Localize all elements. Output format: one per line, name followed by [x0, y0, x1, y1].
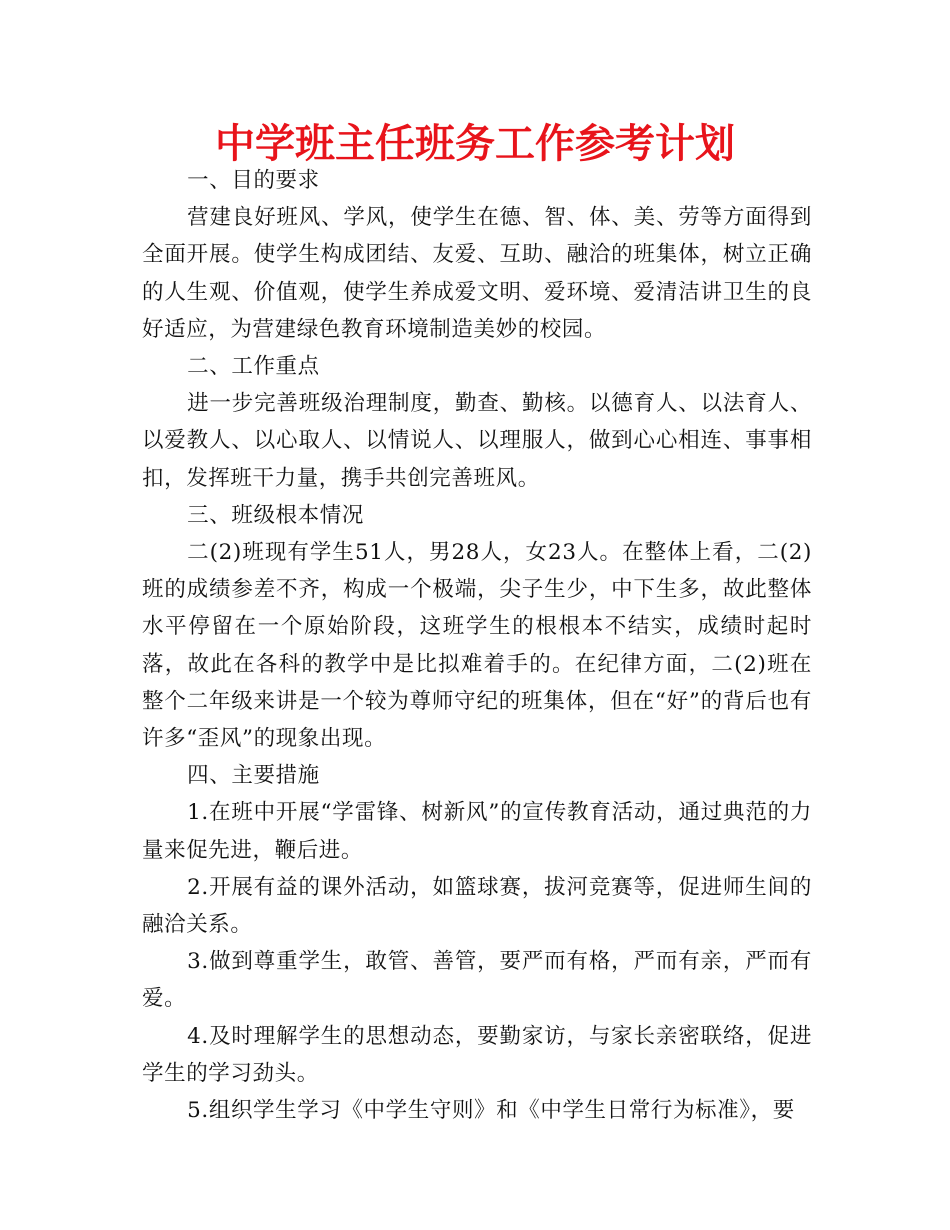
document-title: 中学班主任班务工作参考计划	[215, 121, 735, 167]
paragraph-focus: 进一步完善班级治理制度，勤查、勤核。以德育人、以法育人、以爱教人、以心取人、以情说人、以理服人，做到心心相连、事事相扣，发挥班干力量，携手共创完善班风。	[142, 391, 812, 491]
measure-item-4: 4.及时理解学生的思想动态，要勤家访，与家长亲密联络，促进学生的学习劲头。	[142, 1023, 812, 1086]
section-heading-goals: 一、目的要求	[187, 168, 320, 193]
measure-item-1: 1.在班中开展“学雷锋、树新风”的宣传教育活动，通过典范的力量来促先进，鞭后进。	[142, 800, 812, 863]
section-heading-class-situation: 三、班级根本情况	[187, 502, 364, 528]
section-heading-measures: 四、主要措施	[187, 763, 320, 789]
measure-item-3: 3.做到尊重学生，敢管、善管，要严而有格，严而有亲，严而有爱。	[142, 949, 812, 1012]
paragraph-goals: 营建良好班风、学风，使学生在德、智、体、美、劳等方面得到全面开展。使学生构成团结、友爱、互助、融洽的班集体，树立正确的人生观、价值观，使学生养成爱文明、爱环境、爱清洁讲卫生的良好适应，为营建绿色教育环境制造美妙的校园。	[142, 205, 812, 342]
measure-item-5: 5.组织学生学习《中学生守则》和《中学生日常行为标准》，要	[187, 1098, 795, 1124]
section-heading-focus: 二、工作重点	[187, 354, 320, 380]
measure-item-2: 2.开展有益的课外活动，如篮球赛，拔河竞赛等，促进师生间的融洽关系。	[142, 874, 812, 938]
paragraph-class-situation: 二(2)班现有学生51人，男28人，女23人。在整体上看，二(2)班的成绩参差不齐，构成一个极端，尖子生少，中下生多，故此整体水平停留在一个原始阶段，这班学生的根根本不结实，成绩时起时落，故此在各科的教学中是比拟难着手的。在纪律方面，二(2)班在整个二年级来讲是一个较为尊师守纪的班集体，但在“好”的背后也有许多“歪风”的现象出现。	[142, 540, 812, 752]
document-body	[142, 162, 812, 1129]
